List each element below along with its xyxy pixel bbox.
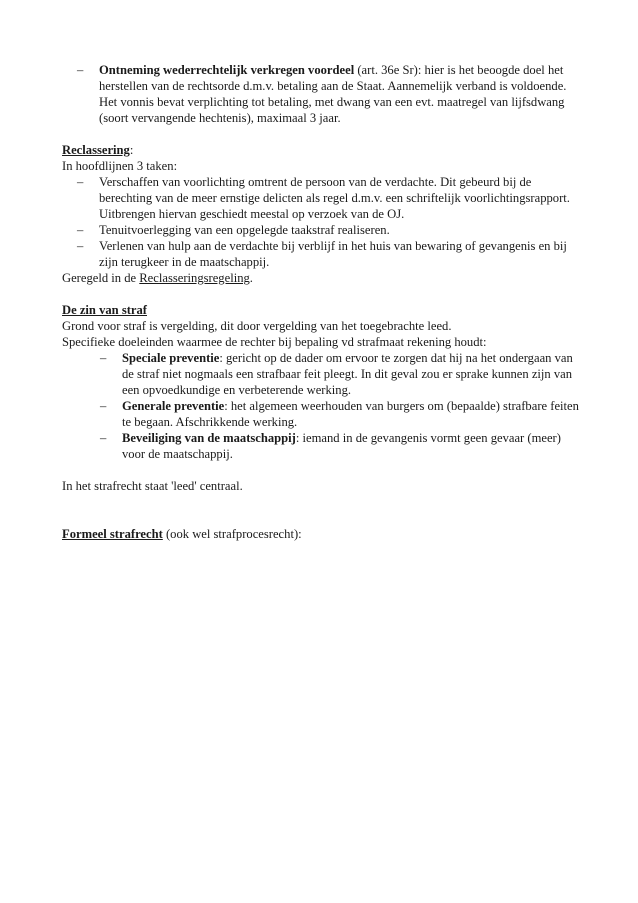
list-item (62, 222, 582, 238)
dash-bullet: – (77, 175, 84, 189)
regulated-suffix: . (249, 271, 253, 285)
item-text: Verlenen van hulp aan de verdachte bij verblijf in het huis van bewaring of gevangenis en bij zijn terugkeer in de maatschappij. (99, 239, 567, 269)
item-bold: Ontneming wederrechtelijk verkregen voordeel (99, 63, 355, 77)
formeel-heading (62, 526, 582, 542)
regulation-link[interactable]: Reclasseringsregeling (139, 271, 250, 285)
heading-text: Reclassering (62, 143, 130, 157)
zin-list (62, 350, 582, 462)
list-item (62, 238, 582, 270)
dash-bullet: – (100, 431, 107, 445)
list-item (62, 398, 582, 430)
section1-list (62, 62, 582, 126)
item-text: Verschaffen van voorlichting omtrent de persoon van de verdachte. Dit gebeurd bij de berechting van de meer ernstige delicten als regel d.m.v. een schriftelijk voorlichtingsrapport. Uitbrengen hiervan geschiedt meestal op verzoek van de OJ. (99, 175, 570, 221)
heading-text: Formeel strafrecht (62, 527, 163, 541)
heading-suffix: : (129, 143, 134, 157)
list-item (62, 430, 582, 462)
document-page (62, 62, 582, 542)
dash-bullet: – (77, 239, 84, 253)
regulated-prefix: Geregeld in de (62, 271, 140, 285)
zin-line1: Grond voor straf is vergelding, dit door vergelding van het toegebrachte leed. (62, 319, 452, 333)
dash-bullet: – (77, 223, 84, 237)
reclassering-intro: In hoofdlijnen 3 taken: (62, 159, 178, 173)
reclassering-heading (62, 142, 582, 158)
zin-heading: De zin van straf (62, 303, 147, 317)
list-item (62, 350, 582, 398)
dash-bullet: – (100, 351, 107, 365)
item-bold: Speciale preventie (122, 351, 220, 365)
list-item (62, 62, 582, 126)
dash-bullet: – (77, 63, 84, 77)
list-item (62, 174, 582, 222)
zin-line2: Specifieke doeleinden waarmee de rechter bij bepaling vd strafmaat rekening houdt: (62, 335, 487, 349)
reclassering-regulated (62, 270, 582, 286)
item-bold: Beveiliging van de maatschappij (122, 431, 296, 445)
item-text: (art. 36e Sr): hier is het beoogde doel het herstellen van de rechtsorde d.m.v. betaling aan de Staat. Aannemelijk verband is voldoende. Het vonnis bevat verplichting tot betaling, met dwang van een evt. maatregel van lijfsdwang (soort vervangende hechtenis), maximaal 3 jaar. (99, 63, 567, 125)
item-text: : iemand in de gevangenis vormt geen gevaar (meer) voor de maatschappij. (122, 431, 561, 461)
reclassering-list (62, 174, 582, 270)
item-text: : het algemeen weerhouden van burgers om (bepaalde) strafbare feiten te begaan. Afschrikkende werking. (122, 399, 579, 429)
dash-bullet: – (100, 399, 107, 413)
item-text: : gericht op de dader om ervoor te zorgen dat hij na het ondergaan van de straf niet nogmaals een strafbaar feit pleegt. In dit geval zou er sprake kunnen zijn van een opvoedkundige en verbeterende werking. (122, 351, 573, 397)
zin-closing: In het strafrecht staat 'leed' centraal. (62, 479, 243, 493)
item-bold: Generale preventie (122, 399, 225, 413)
heading-suffix: (ook wel strafprocesrecht): (162, 527, 302, 541)
item-text: Tenuitvoerlegging van een opgelegde taakstraf realiseren. (99, 223, 390, 237)
